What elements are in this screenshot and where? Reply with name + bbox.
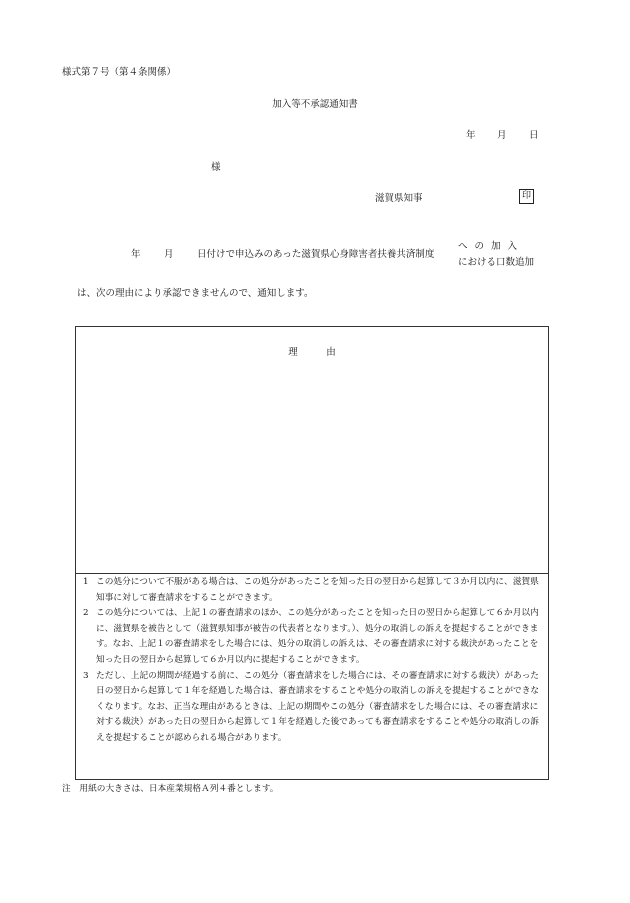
notice-text: ただし、上記の期間が経過する前に、この処分（審査請求をした場合には、その審査請求に対する裁決）があった日の翌日から起算して１年を経過した場合は、審査請求をすることや処分の取消しの訴えを提起することができなくなります。なお、正当な理由があるときは、上記の期間やこの処分（審査請求をした場合には、その審査請求に対する裁決）があった日の翌日から起算して１年を経過した後であっても審査請求をすることや処分の取消しの訴えを提起することが認められる場合があります。 [96, 670, 540, 743]
footnote: 注 用紙の大きさは、日本産業規格Ａ列４番とします。 [62, 784, 279, 794]
option-enrollment: への加入 [458, 241, 525, 252]
notice-number: 1 [83, 577, 89, 587]
addressee-suffix: 様 [211, 162, 221, 173]
appeal-notice-box [75, 572, 549, 780]
date-month-label: 月 [497, 130, 507, 141]
form-number: 様式第７号（第４条関係） [62, 67, 177, 78]
option-unit-addition: における口数追加 [458, 257, 535, 268]
notice-text: この処分については、上記１の審査請求のほか、この処分があったことを知った日の翌日から起算して６か月以内に、滋賀県を被告として（滋賀県知事が被告の代表者となります。）、処分の取消しの訴えを提起することができます。なお、上記１の審査請求をした場合には、処分の取消しの訴えは、その審査請求に対する裁決があったことを知った日の翌日から起算して６か月以内に提起することができます。 [96, 608, 539, 665]
date-year-label: 年 [466, 130, 476, 141]
seal-mark: 印 [519, 189, 534, 204]
result-statement: は、次の理由により承認できませんので、通知します。 [77, 288, 314, 299]
reason-box [75, 326, 549, 574]
appeal-notice-list [83, 575, 545, 747]
document-title: 加入等不承認通知書 [272, 99, 358, 110]
reason-heading: 理 由 [288, 347, 336, 358]
notice-item [83, 669, 545, 747]
notice-item [83, 606, 545, 668]
notice-item [83, 575, 545, 606]
application-year-label: 年 [131, 249, 141, 260]
notice-number: 3 [83, 670, 89, 681]
notice-number: 2 [83, 608, 89, 619]
application-text: 日付けで申込みのあった滋賀県心身障害者扶養共済制度 [197, 249, 435, 260]
issuer-name: 滋賀県知事 [375, 193, 423, 204]
application-month-label: 月 [164, 249, 174, 260]
notice-text: この処分について不服がある場合は、この処分があったことを知った日の翌日から起算して３か月以内に、滋賀県知事に対して審査請求をすることができます。 [96, 577, 539, 603]
date-day-label: 日 [529, 130, 539, 141]
